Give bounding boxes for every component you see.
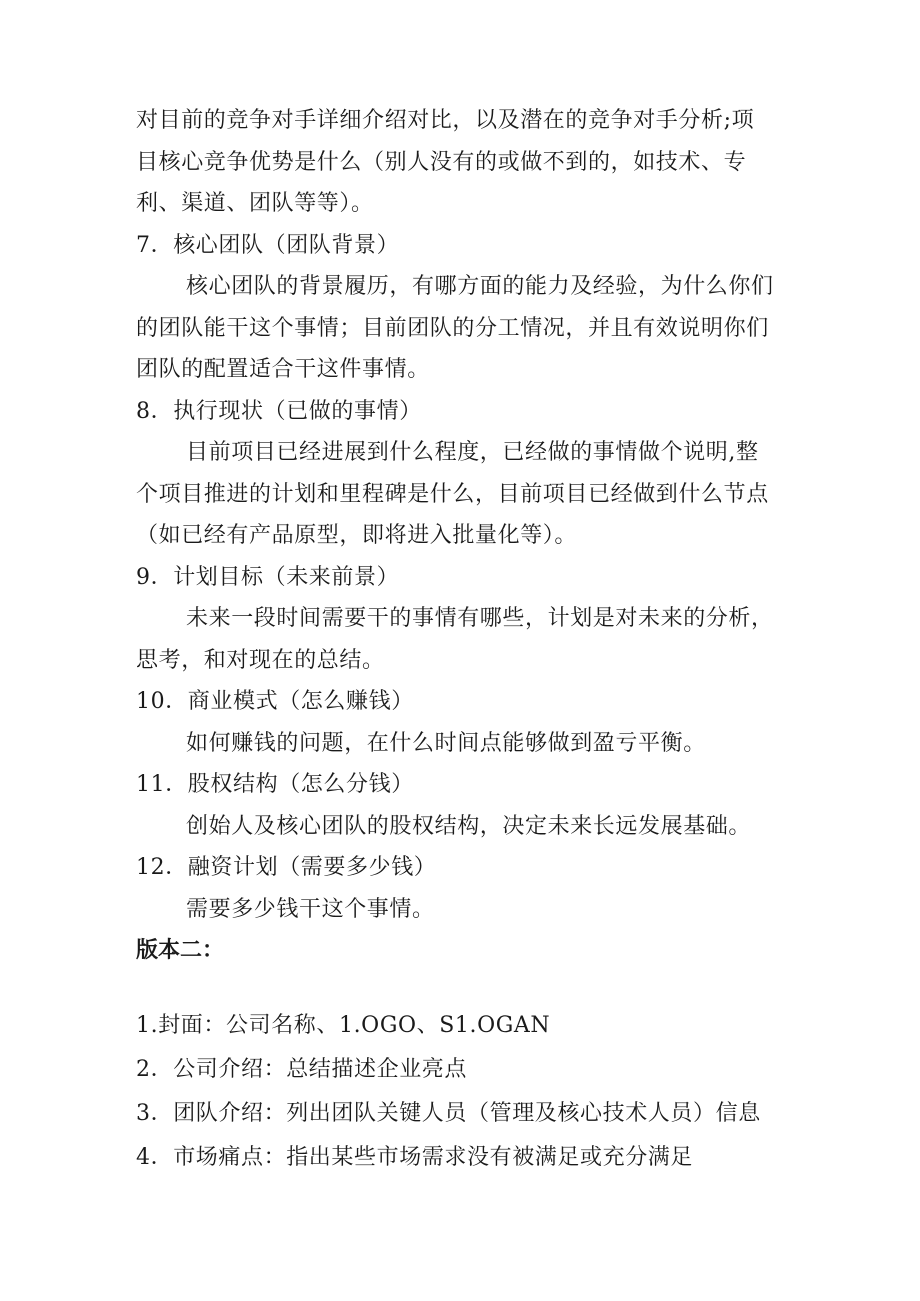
section-heading: 11．股权结构（怎么分钱） bbox=[136, 772, 414, 797]
section-8 bbox=[136, 391, 816, 557]
section-heading: 9．计划目标（未来前景） bbox=[136, 564, 400, 590]
paragraph-line: 目前项目已经进展到什么程度，已经做的事情做个说明,整 bbox=[186, 440, 759, 465]
section-heading: 7．核心团队（团队背景） bbox=[136, 232, 400, 258]
paragraph-line: 利、渠道、团队等等）。 bbox=[136, 191, 374, 216]
spacer bbox=[136, 972, 816, 1004]
paragraph-line: 团队的配置适合干这件事情。 bbox=[136, 357, 430, 382]
section-6-body bbox=[136, 100, 816, 225]
paragraph-line: 的团队能干这个事情；目前团队的分工情况，并且有效说明你们 bbox=[136, 315, 769, 341]
paragraph-line: 核心团队的背景履历，有哪方面的能力及经验，为什么你们 bbox=[186, 274, 774, 299]
list-item: 2．公司介绍：总结描述企业亮点 bbox=[136, 1056, 467, 1082]
paragraph-line: 个项目推进的计划和里程碑是什么，目前项目已经做到什么节点 bbox=[136, 481, 769, 507]
document-page bbox=[136, 100, 816, 1180]
section-heading: 10．商业模式（怎么赚钱） bbox=[136, 689, 414, 714]
section-heading: 12．融资计划（需要多少钱） bbox=[136, 855, 437, 880]
paragraph-line: 未来一段时间需要干的事情有哪些，计划是对未来的分析， bbox=[186, 606, 774, 631]
section-11 bbox=[136, 764, 816, 847]
list-item: 1.封面：公司名称、1.OGO、S1.OGAN bbox=[136, 1012, 551, 1038]
section-heading: 8．执行现状（已做的事情） bbox=[136, 398, 422, 424]
paragraph-line: 思考，和对现在的总结。 bbox=[136, 647, 385, 673]
section-10 bbox=[136, 681, 816, 764]
list-item: 3．团队介绍：列出团队关键人员（管理及核心技术人员）信息 bbox=[136, 1100, 761, 1126]
paragraph-line: 对目前的竞争对手详细介绍对比，以及潜在的竞争对手分析;项 bbox=[136, 108, 755, 133]
paragraph-line: 如何赚钱的问题，在什么时间点能够做到盈亏平衡。 bbox=[186, 730, 706, 756]
paragraph-line: 创始人及核心团队的股权结构，决定未来长远发展基础。 bbox=[186, 813, 752, 839]
section-12 bbox=[136, 847, 816, 930]
version-2-heading: 版本二： bbox=[136, 938, 225, 963]
section-9 bbox=[136, 557, 816, 682]
paragraph-line: 需要多少钱干这个事情。 bbox=[186, 896, 435, 922]
paragraph-line: （如已经有产品原型，即将进入批量化等）。 bbox=[136, 523, 578, 548]
version-2-list bbox=[136, 1004, 816, 1180]
section-7 bbox=[136, 225, 816, 391]
paragraph-line: 目核心竞争优势是什么（别人没有的或做不到的，如技术、专 bbox=[136, 149, 747, 175]
list-item: 4．市场痛点：指出某些市场需求没有被满足或充分满足 bbox=[136, 1144, 693, 1170]
